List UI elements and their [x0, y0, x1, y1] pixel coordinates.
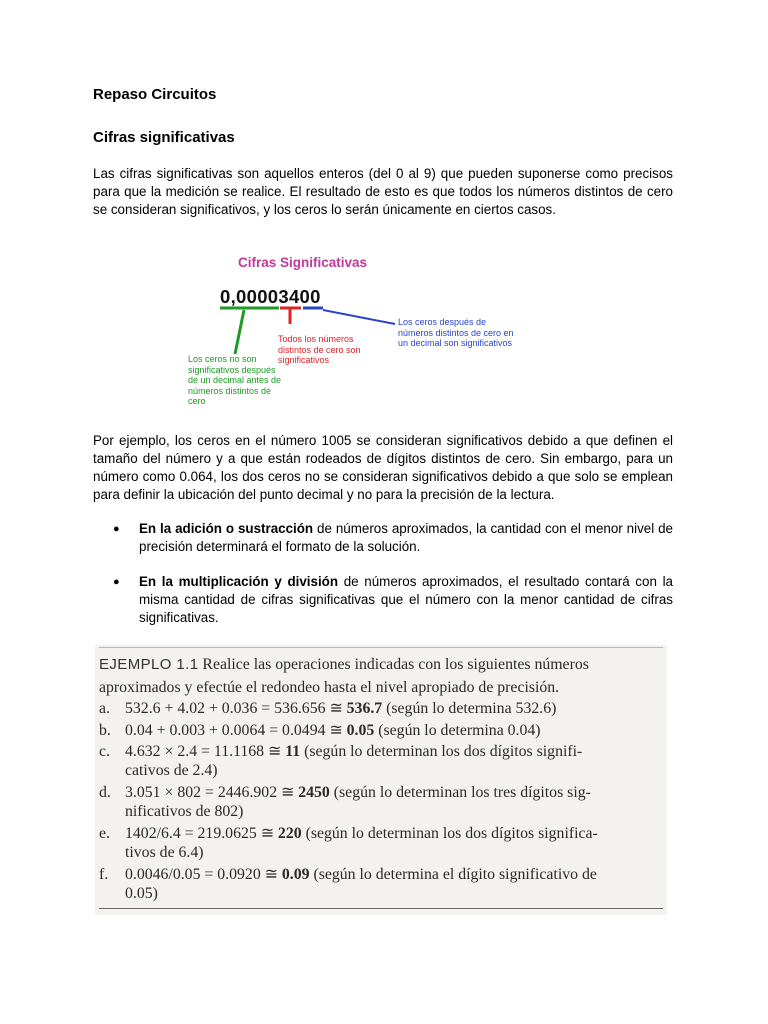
- item-letter: b.: [99, 722, 111, 739]
- item-result: 0.09: [281, 866, 310, 883]
- significant-figures-diagram: [180, 250, 520, 425]
- list-item-body: de números aproximados, la cantidad con el menor nivel de precisión determinará el formato de la solución.: [139, 521, 673, 554]
- item-letter: e.: [99, 825, 110, 842]
- item-expression: 532.6 + 4.02 + 0.036 = 536.656 ≅: [125, 700, 347, 717]
- example-item-b: [99, 721, 541, 740]
- intro-paragraph: Las cifras significativas son aquellos enteros (del 0 al 9) que pueden suponerse como precisos para que la medición se realice. El resultado de esto es que todos los números distintos de cero se consideran significativos, y los ceros lo serán únicamente en ciertos casos.: [93, 166, 673, 217]
- example-paragraph: Por ejemplo, los ceros en el número 1005 se consideran significativos debido a que definen el tamaño del número y a que están rodeados de dígitos distintos de cero. Sin embargo, para un número como 0.064, los dos ceros no se consideran significativos debido a que solo se emplean para definir la ubicación del punto decimal y no para la precisión de la lectura.: [93, 433, 673, 502]
- example-item-e-cont: tivos de 6.4): [125, 844, 204, 861]
- example-box: [95, 645, 667, 915]
- label-leading-zeros: Los ceros no son significativos después de un decimal antes de números distintos de cero: [188, 354, 282, 407]
- example-item-a: [99, 699, 556, 718]
- list-item-bold: En la adición o sustracción: [139, 521, 314, 536]
- item-expression: 0.0046/0.05 = 0.0920 ≅: [125, 866, 282, 883]
- example-item-c: [99, 742, 582, 761]
- item-result: 0.05: [346, 722, 375, 739]
- item-expression: 3.051 × 802 = 2446.902 ≅: [125, 784, 299, 801]
- item-note: (según lo determina el dígito significativo de: [309, 866, 597, 883]
- example-item-d-cont: nificativos de 802): [125, 803, 244, 820]
- example-heading: [99, 655, 589, 674]
- page-title: Repaso Circuitos: [93, 86, 217, 103]
- item-note: (según lo determina 0.04): [374, 722, 541, 739]
- example-top-rule: [99, 647, 663, 648]
- list-item-text: [139, 520, 673, 556]
- example-label: EJEMPLO 1.1: [99, 656, 199, 673]
- list-item-text: [139, 573, 673, 627]
- item-result: 2450: [298, 784, 330, 801]
- example-item-f: [99, 865, 597, 884]
- item-expression: 1402/6.4 = 219.0625 ≅: [125, 825, 278, 842]
- example-intro-line2: aproximados y efectúe el redondeo hasta el nivel apropiado de precisión.: [99, 679, 560, 696]
- item-result: 220: [277, 825, 302, 842]
- item-result: 536.7: [346, 700, 383, 717]
- item-letter: a.: [99, 700, 110, 717]
- item-result: 11: [285, 743, 301, 760]
- example-item-f-cont: 0.05): [125, 885, 158, 902]
- item-expression: 4.632 × 2.4 = 11.1168 ≅: [125, 743, 286, 760]
- list-item-bold: En la multiplicación y división: [139, 574, 339, 589]
- item-letter: f.: [99, 866, 109, 883]
- item-note: (según lo determinan los dos dígitos signifi-: [300, 743, 583, 760]
- green-pointer: [235, 310, 244, 354]
- item-expression: 0.04 + 0.003 + 0.0064 = 0.0494 ≅: [125, 722, 347, 739]
- item-note: (según lo determinan los tres dígitos sig-: [329, 784, 591, 801]
- example-item-e: [99, 824, 598, 843]
- bullet-icon: ●: [113, 576, 120, 588]
- blue-pointer: [323, 310, 395, 324]
- section-heading: Cifras significativas: [93, 129, 235, 146]
- label-nonzero-digits: Todos los números distintos de cero son significativos: [278, 334, 361, 366]
- example-intro: Realice las operaciones indicadas con los siguientes números: [198, 656, 589, 673]
- item-note: (según lo determinan los dos dígitos significa-: [301, 825, 598, 842]
- example-item-c-cont: cativos de 2.4): [125, 762, 218, 779]
- example-bottom-rule: [99, 908, 663, 909]
- item-letter: c.: [99, 743, 110, 760]
- list-item-body: de números aproximados, el resultado contará con la misma cantidad de cifras significativas que el número con la menor cantidad de cifras significativas.: [139, 574, 673, 625]
- label-trailing-zeros: Los ceros después de números distintos de cero en un decimal son significativos: [398, 317, 514, 349]
- item-note: (según lo determina 532.6): [382, 700, 557, 717]
- item-letter: d.: [99, 784, 111, 801]
- diagram-title: Cifras Significativas: [238, 255, 368, 270]
- example-item-d: [99, 783, 591, 802]
- diagram-number: 0,00003400: [220, 286, 321, 307]
- bullet-icon: ●: [113, 523, 120, 535]
